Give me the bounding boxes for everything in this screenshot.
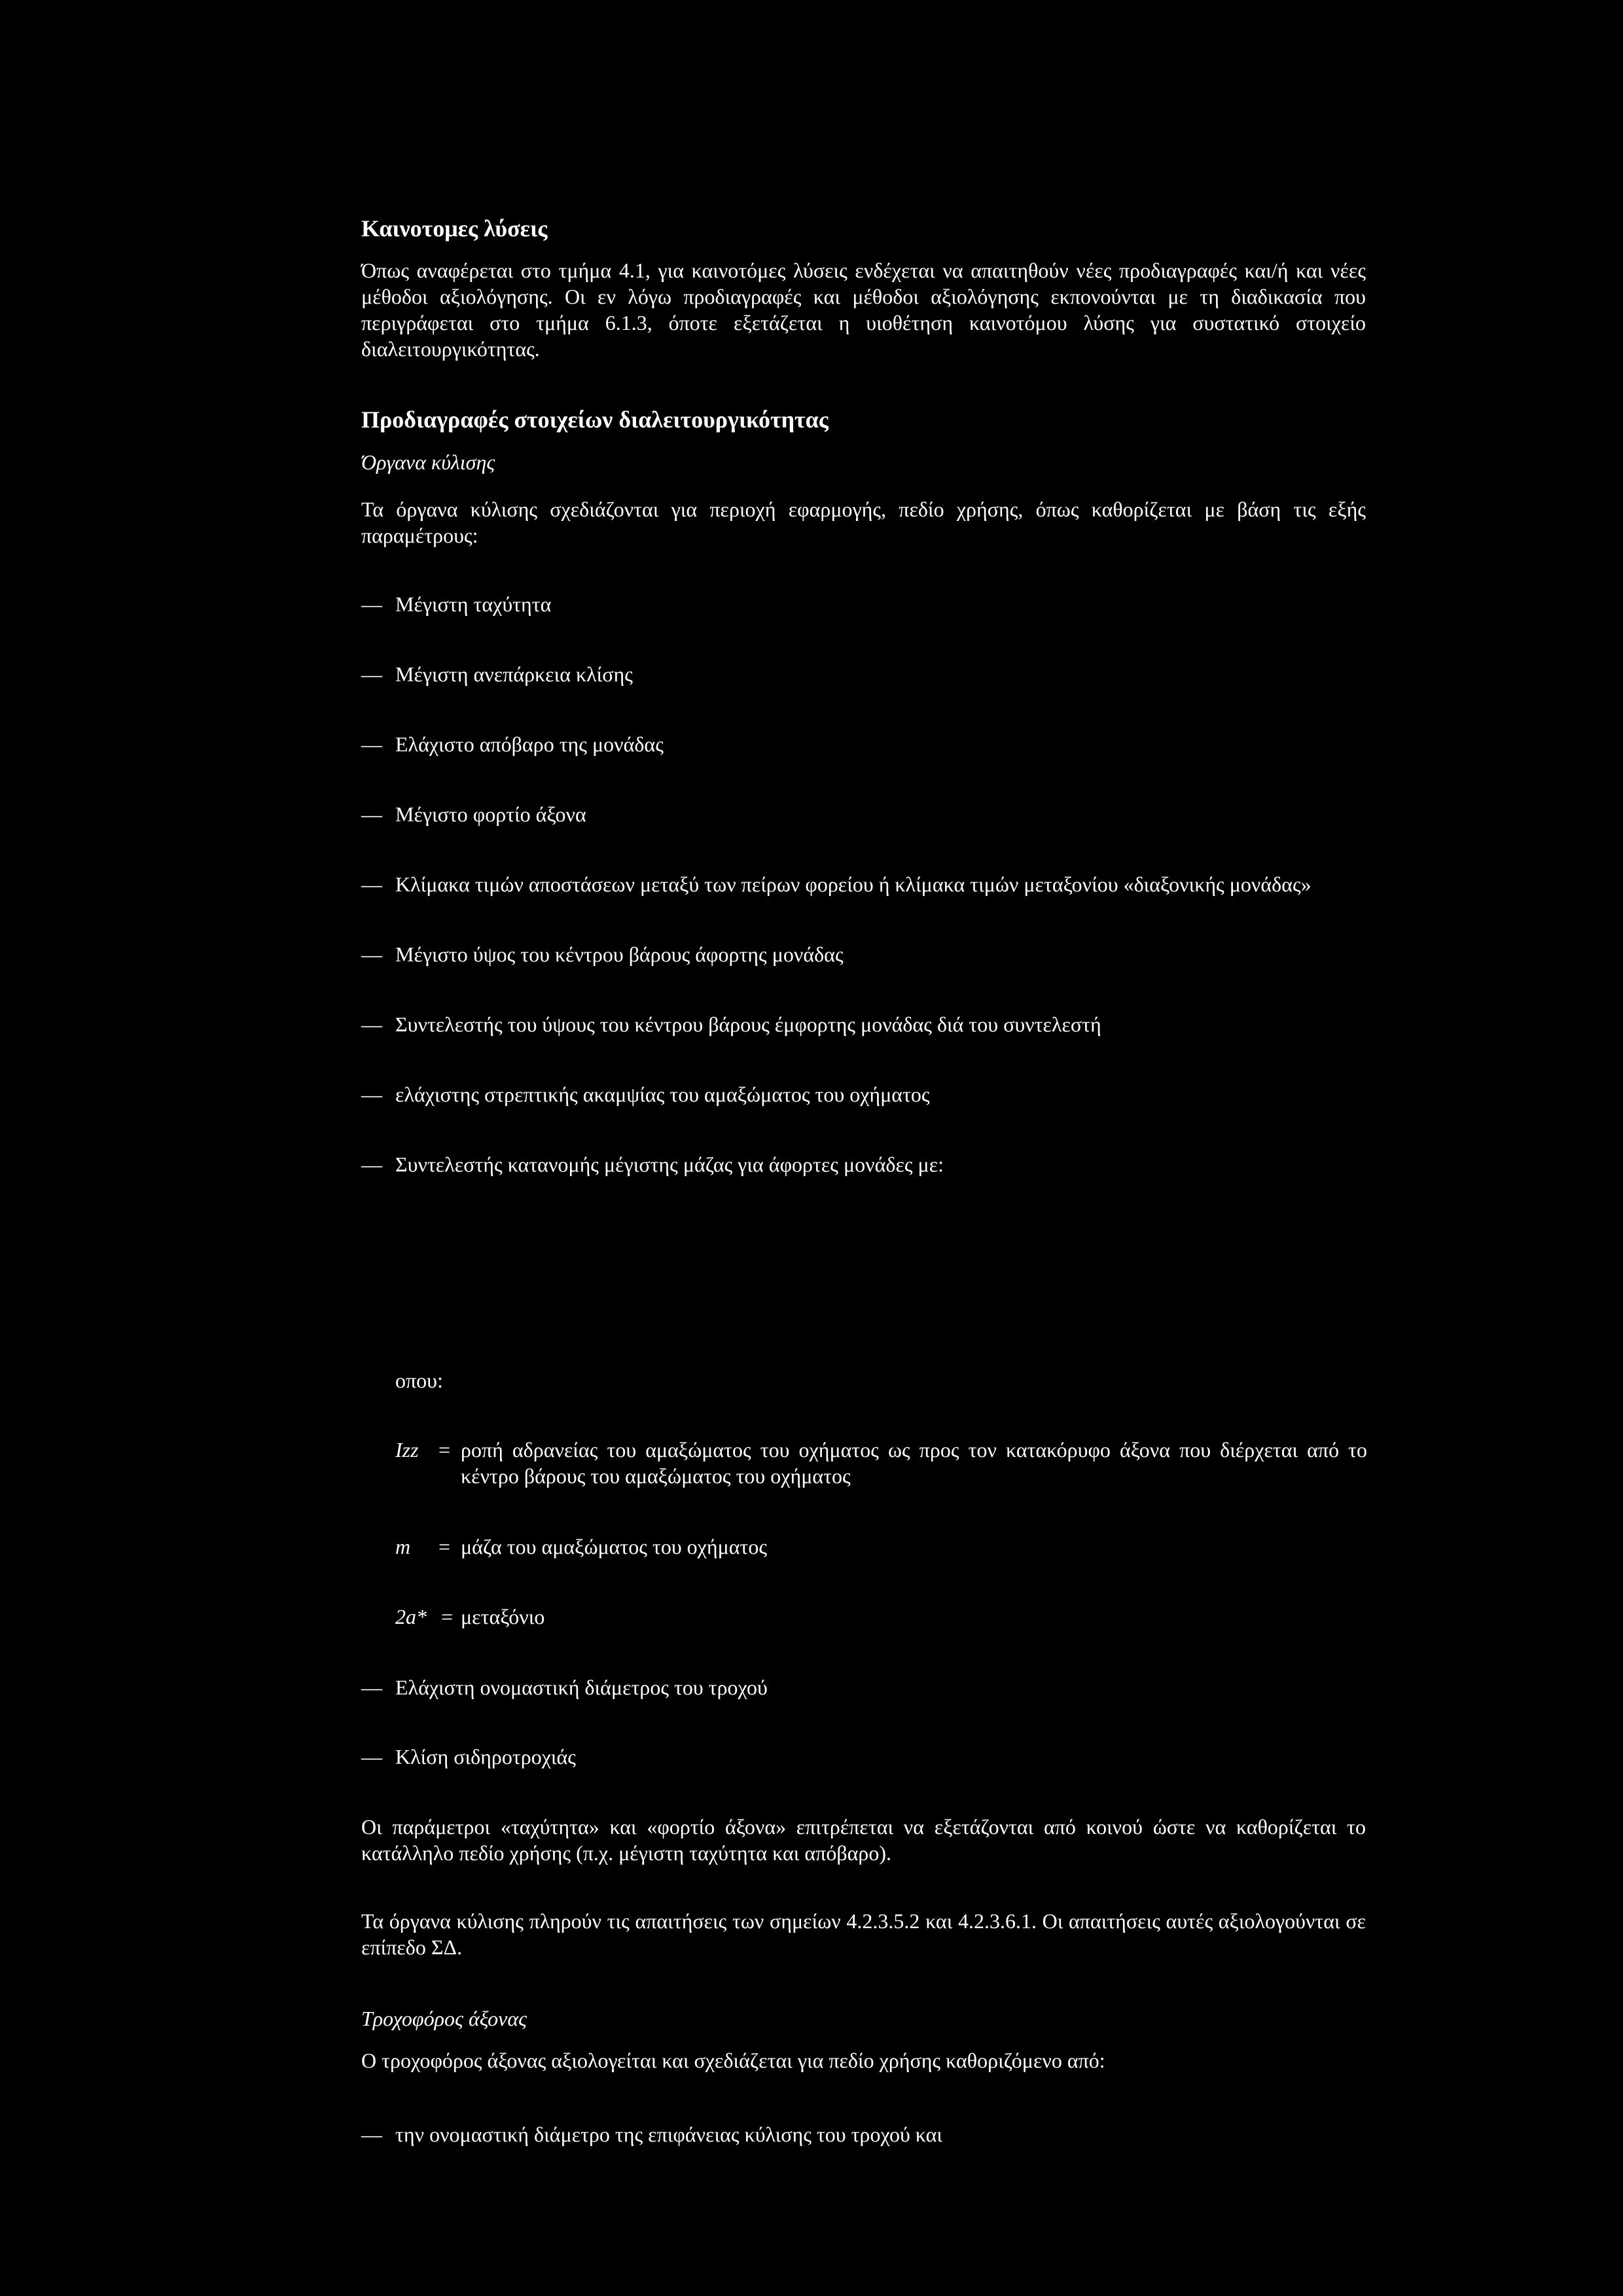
definition-text: μάζα του αμαξώματος του οχήματος	[461, 1535, 768, 1558]
list-item-text: ελάχιστης στρεπτικής ακαμψίας του αμαξώματος του οχήματος	[395, 1083, 930, 1106]
list-item	[361, 731, 1382, 757]
subheading-wheelset: Τροχοφόρος άξονας	[361, 2007, 527, 2030]
list-item	[361, 591, 1382, 617]
equals-sign: =	[438, 1535, 451, 1558]
list-item	[361, 2121, 1382, 2147]
dash-icon: —	[361, 592, 382, 616]
dash-icon: —	[361, 1745, 382, 1768]
where-label: οπου:	[395, 1369, 443, 1392]
list-item-text: Κλίμακα τιμών αποστάσεων μεταξύ των πείρων φορείου ή κλίμακα τιμών μεταξονίου «διαξονικής μονάδας»	[395, 872, 1311, 896]
list-item-text: Συντελεστής κατανομής μέγιστης μάζας για άφορτες μονάδες με:	[395, 1153, 944, 1176]
subheading-running-gear: Όργανα κύλισης	[361, 450, 495, 474]
dash-icon: —	[361, 1153, 382, 1176]
list-item-text: Ελάχιστη ονομαστική διάμετρος του τροχού	[395, 1676, 768, 1699]
definition-izz	[395, 1437, 1367, 1489]
paragraph-requirements: Τα όργανα κύλισης πληρούν τις απαιτήσεις των σημείων 4.2.3.5.2 και 4.2.3.6.1. Οι απαιτήσεις αυτές αξιολογούνται σε επίπεδο ΣΔ.	[361, 1909, 1366, 1959]
definition-text: μεταξόνιο	[461, 1605, 545, 1628]
section-heading-innovative: Καινοτομες λύσεις	[361, 215, 548, 242]
list-item	[361, 941, 1382, 967]
list-item	[361, 1011, 1382, 1037]
dash-icon: —	[361, 1013, 382, 1036]
list-item-text: Μέγιστο ύψος του κέντρου βάρους άφορτης μονάδας	[395, 942, 844, 966]
paragraph-wheelset: Ο τροχοφόρος άξονας αξιολογείται και σχεδιάζεται για πεδίο χρήσης καθοριζόμενο από:	[361, 2049, 1105, 2072]
list-item-text: Συντελεστής του ύψους του κέντρου βάρους έμφορτης μονάδας διά του συντελεστή	[395, 1013, 1101, 1036]
list-item-text: την ονομαστική διάμετρο της επιφάνειας κύλισης του τροχού και	[395, 2123, 943, 2146]
definition-symbol: m	[395, 1535, 411, 1558]
list-item-text: Ελάχιστο απόβαρο της μονάδας	[395, 732, 664, 756]
definition-2a	[395, 1604, 1367, 1630]
dash-icon: —	[361, 1083, 382, 1106]
definition-symbol: Izz	[395, 1438, 419, 1462]
definition-text: ροπή αδρανείας του αμαξώματος του οχήματος ως προς τον κατακόρυφο άξονα που διέρχεται από το κέντρο βάρους του αμαξώματος του οχήματος	[461, 1438, 1367, 1488]
dash-icon: —	[361, 1676, 382, 1699]
definition-m	[395, 1534, 1367, 1560]
list-item	[361, 1744, 1382, 1770]
list-item-text: Μέγιστη ανεπάρκεια κλίσης	[395, 662, 633, 686]
dash-icon: —	[361, 872, 382, 896]
list-item-text: Μέγιστη ταχύτητα	[395, 592, 552, 616]
dash-icon: —	[361, 802, 382, 826]
list-item	[361, 661, 1382, 687]
list-item	[361, 801, 1382, 827]
dash-icon: —	[361, 2123, 382, 2146]
list-item-text: Κλίση σιδηροτροχιάς	[395, 1745, 576, 1768]
dash-icon: —	[361, 662, 382, 686]
equals-sign: =	[438, 1438, 451, 1462]
list-item	[361, 1674, 1382, 1700]
equals-sign: =	[441, 1605, 454, 1628]
paragraph-parameters: Οι παράμετροι «ταχύτητα» και «φορτίο άξονα» επιτρέπεται να εξετάζονται από κοινού ώστε να καθορίζεται το κατάλληλο πεδίο χρήσης (π.χ. μέγιστη ταχύτητα και απόβαρο).	[361, 1815, 1366, 1865]
section-heading-specifications: Προδιαγραφές στοιχείων διαλειτουργικότητας	[361, 406, 829, 433]
list-item	[361, 1151, 1382, 1177]
intro-paragraph: Τα όργανα κύλισης σχεδιάζονται για περιοχή εφαρμογής, πεδίο χρήσης, όπως καθορίζεται με βάση τις εξής παραμέτρους:	[361, 497, 1366, 547]
definition-symbol: 2a*	[395, 1605, 427, 1628]
paragraph-innovative: Όπως αναφέρεται στο τμήμα 4.1, για καινοτόμες λύσεις ενδέχεται να απαιτηθούν νέες προδιαγραφές και/ή και νέες μέθοδοι αξιολόγησης. Οι εν λόγω προδιαγραφές και μέθοδοι αξιολόγησης εκπονούνται με τη διαδικασία που περιγράφεται στο τμήμα 6.1.3, όποτε εξετάζεται η υιοθέτηση καινοτόμου λύσης για συστατικό στοιχείο διαλειτουργικότητας.	[361, 259, 1366, 361]
list-item-text: Μέγιστο φορτίο άξονα	[395, 802, 586, 826]
dash-icon: —	[361, 942, 382, 966]
dash-icon: —	[361, 732, 382, 756]
list-item	[361, 871, 1382, 897]
list-item	[361, 1081, 1382, 1107]
